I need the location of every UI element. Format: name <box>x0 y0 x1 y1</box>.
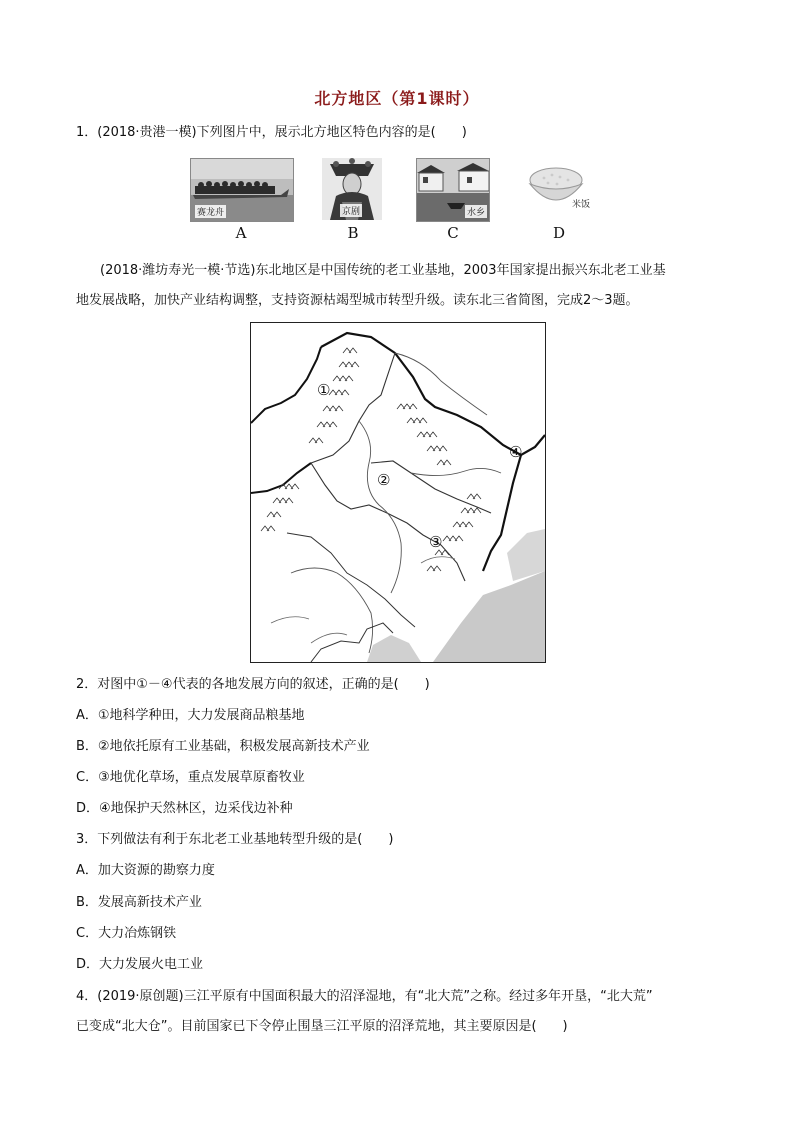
question-2-option-b: B．②地依托原有工业基础，积极发展高新技术产业 <box>76 739 370 754</box>
question-3-option-b: B．发展高新技术产业 <box>76 895 202 910</box>
question-4-line-2: 已变成“北大仓”。目前国家已下令停止围垦三江平原的沼泽荒地，其主要原因是( ) <box>76 1019 568 1034</box>
option-d-label: D <box>552 224 566 242</box>
picture-b-peking-opera <box>322 158 382 220</box>
option-c-label: C <box>447 224 459 242</box>
question-2-option-a: A．①地科学种田，大力发展商品粮基地 <box>76 708 305 723</box>
picture-a-caption: 赛龙舟 <box>195 205 226 218</box>
question-1-pictures <box>190 158 600 248</box>
question-2-option-c: C．③地优化草场，重点发展草原畜牧业 <box>76 770 305 785</box>
question-3-option-d: D．大力发展火电工业 <box>76 957 204 972</box>
question-3-option-a: A．加大资源的勘察力度 <box>76 863 215 878</box>
map-marker-1: ① <box>317 381 331 399</box>
question-4-line-1: 4．(2019·原创题)三江平原有中国面积最大的沼泽湿地，有“北大荒”之称。经过多年开垦，“北大荒” <box>76 989 653 1004</box>
question-2-option-d: D．④地保护天然林区，边采伐边补种 <box>76 801 293 816</box>
picture-d-rice-bowl <box>524 158 600 220</box>
option-b-label: B <box>347 224 359 242</box>
picture-c-caption: 水乡 <box>465 205 487 218</box>
map-marker-3: ③ <box>429 533 443 551</box>
map-marker-2: ② <box>377 471 391 489</box>
map-marker-4: ④ <box>509 443 523 461</box>
picture-c-water-town <box>416 158 490 222</box>
picture-d-caption: 米饭 <box>572 200 591 210</box>
question-3-option-c: C．大力冶炼钢铁 <box>76 926 177 941</box>
northeast-china-map <box>250 322 546 663</box>
page-title: 北方地区（第1课时） <box>314 89 480 108</box>
question-3-stem: 3．下列做法有利于东北老工业基地转型升级的是( ) <box>76 832 394 847</box>
picture-a-dragon-boat <box>190 158 294 222</box>
question-2-stem: 2．对图中①－④代表的各地发展方向的叙述，正确的是( ) <box>76 677 430 692</box>
intro-line-2: 地发展战略，加快产业结构调整，支持资源枯竭型城市转型升级。读东北三省简图，完成2～3题。 <box>76 293 639 308</box>
option-a-label: A <box>235 224 247 242</box>
picture-b-caption: 京剧 <box>340 204 362 217</box>
intro-line-1: (2018·潍坊寿光一模·节选)东北地区是中国传统的老工业基地，2003年国家提出振兴东北老工业基 <box>100 263 666 278</box>
question-1-stem: 1．(2018·贵港一模)下列图片中，展示北方地区特色内容的是( ) <box>76 125 467 140</box>
